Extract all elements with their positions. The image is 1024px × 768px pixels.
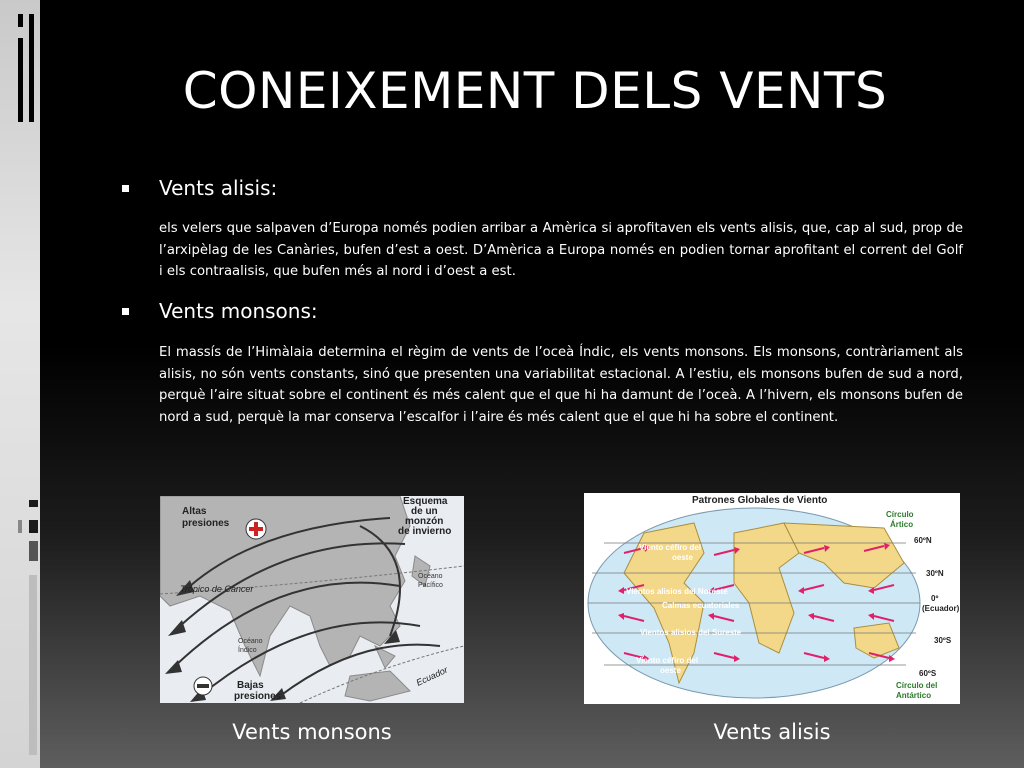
- bullet-square-icon: [122, 185, 129, 192]
- deco-bar: [18, 14, 23, 27]
- lat-60s-label: 60ºS: [919, 669, 937, 678]
- monsoon-map-image: [160, 496, 464, 703]
- westerlies-north-label: Viento céfiro del: [639, 543, 702, 552]
- se-trades-label: Vientos alisios del Sureste: [640, 628, 742, 637]
- equator-label: Ecuador: [414, 664, 450, 688]
- deco-bar: [18, 38, 23, 122]
- lat-30n-label: 30ºN: [926, 569, 944, 578]
- paragraph-alisis: els velers que salpaven d’Europa només podien arribar a Amèrica si aprofitaven els vents alisis, que, cap al sud, prop de l’arxipèlag de les Canàries, bufen d’est a oest. D’Amèrica a Europa només en podien tornar aprofitant el corrent del Golf i els contraalisis, que bufen més al nord i d’oest a est.: [159, 221, 963, 279]
- arctic-label: Círculo: [886, 510, 914, 519]
- map-title: monzón: [405, 516, 444, 527]
- low-pressure-label: presiones: [234, 691, 282, 702]
- bullet-heading: Vents monsons:: [159, 299, 318, 323]
- wind-patterns-image: [584, 493, 960, 704]
- low-pressure-label: Bajas: [237, 680, 264, 691]
- paragraph-monsons: El massís de l’Himàlaia determina el règim de vents de l’oceà Índic, els vents monsons. Els monsons, contràriament als alisis, no són vents constants, sinó que presenten una variabilitat estacional. A l’estiu, els monsons bufen de sud a nord, perquè l’aire situat sobre el continent és més calent que el que hi ha damunt de l’oceà. A l’hivern, els monsons bufen de nord a sud, perquè la mar conserva l’escalfor i l’aire és més calent que el que hi ha sobre el continent.: [159, 345, 963, 425]
- indian-label: Índico: [238, 647, 257, 654]
- antarctic-label: Antártico: [896, 691, 932, 700]
- lat-30s-label: 30ºS: [934, 636, 952, 645]
- map-title: de invierno: [398, 526, 452, 537]
- antarctic-label: Círculo del: [896, 681, 938, 690]
- tropic-label: Trópico de Cáncer: [180, 584, 254, 594]
- bullet-vents-alisis: [122, 176, 277, 200]
- map-title: Esquema: [403, 496, 448, 507]
- lat-60n-label: 60ºN: [914, 536, 932, 545]
- bullet-square-icon: [122, 308, 129, 315]
- pacific-label: Pacífico: [418, 582, 443, 589]
- deco-bar: [29, 575, 37, 755]
- arctic-label: Ártico: [890, 520, 914, 529]
- deco-square: [29, 520, 38, 533]
- westerlies-north-label: oeste: [672, 553, 693, 562]
- ne-trades-label: Vientos alisios del Noreste: [626, 587, 728, 596]
- deco-square: [29, 541, 38, 561]
- westerlies-south-label: Viento céfiro del: [636, 656, 699, 665]
- deco-square: [18, 520, 22, 533]
- wind-map-title: Patrones Globales de Viento: [692, 495, 828, 506]
- map-title: de un: [411, 506, 438, 517]
- deco-bar: [29, 14, 34, 122]
- lat-equator-label: (Ecuador): [922, 604, 960, 613]
- deco-square: [29, 500, 38, 507]
- high-pressure-label: Altas: [182, 506, 207, 517]
- caption-alisis: Vents alisis: [713, 720, 831, 744]
- lat-equator-label: 0º: [931, 594, 939, 603]
- high-pressure-label: presiones: [182, 518, 230, 529]
- bullet-heading: Vents alisis:: [159, 176, 278, 200]
- doldrums-label: Calmas ecuatoriales: [662, 601, 740, 610]
- slide-title: CONEIXEMENT DELS VENTS: [182, 62, 888, 120]
- bullet-vents-monsons: [122, 299, 318, 323]
- westerlies-south-label: oeste: [660, 666, 681, 675]
- indian-label: Océano: [238, 638, 263, 645]
- pacific-label: Océano: [418, 573, 443, 580]
- caption-monsons: Vents monsons: [232, 720, 392, 744]
